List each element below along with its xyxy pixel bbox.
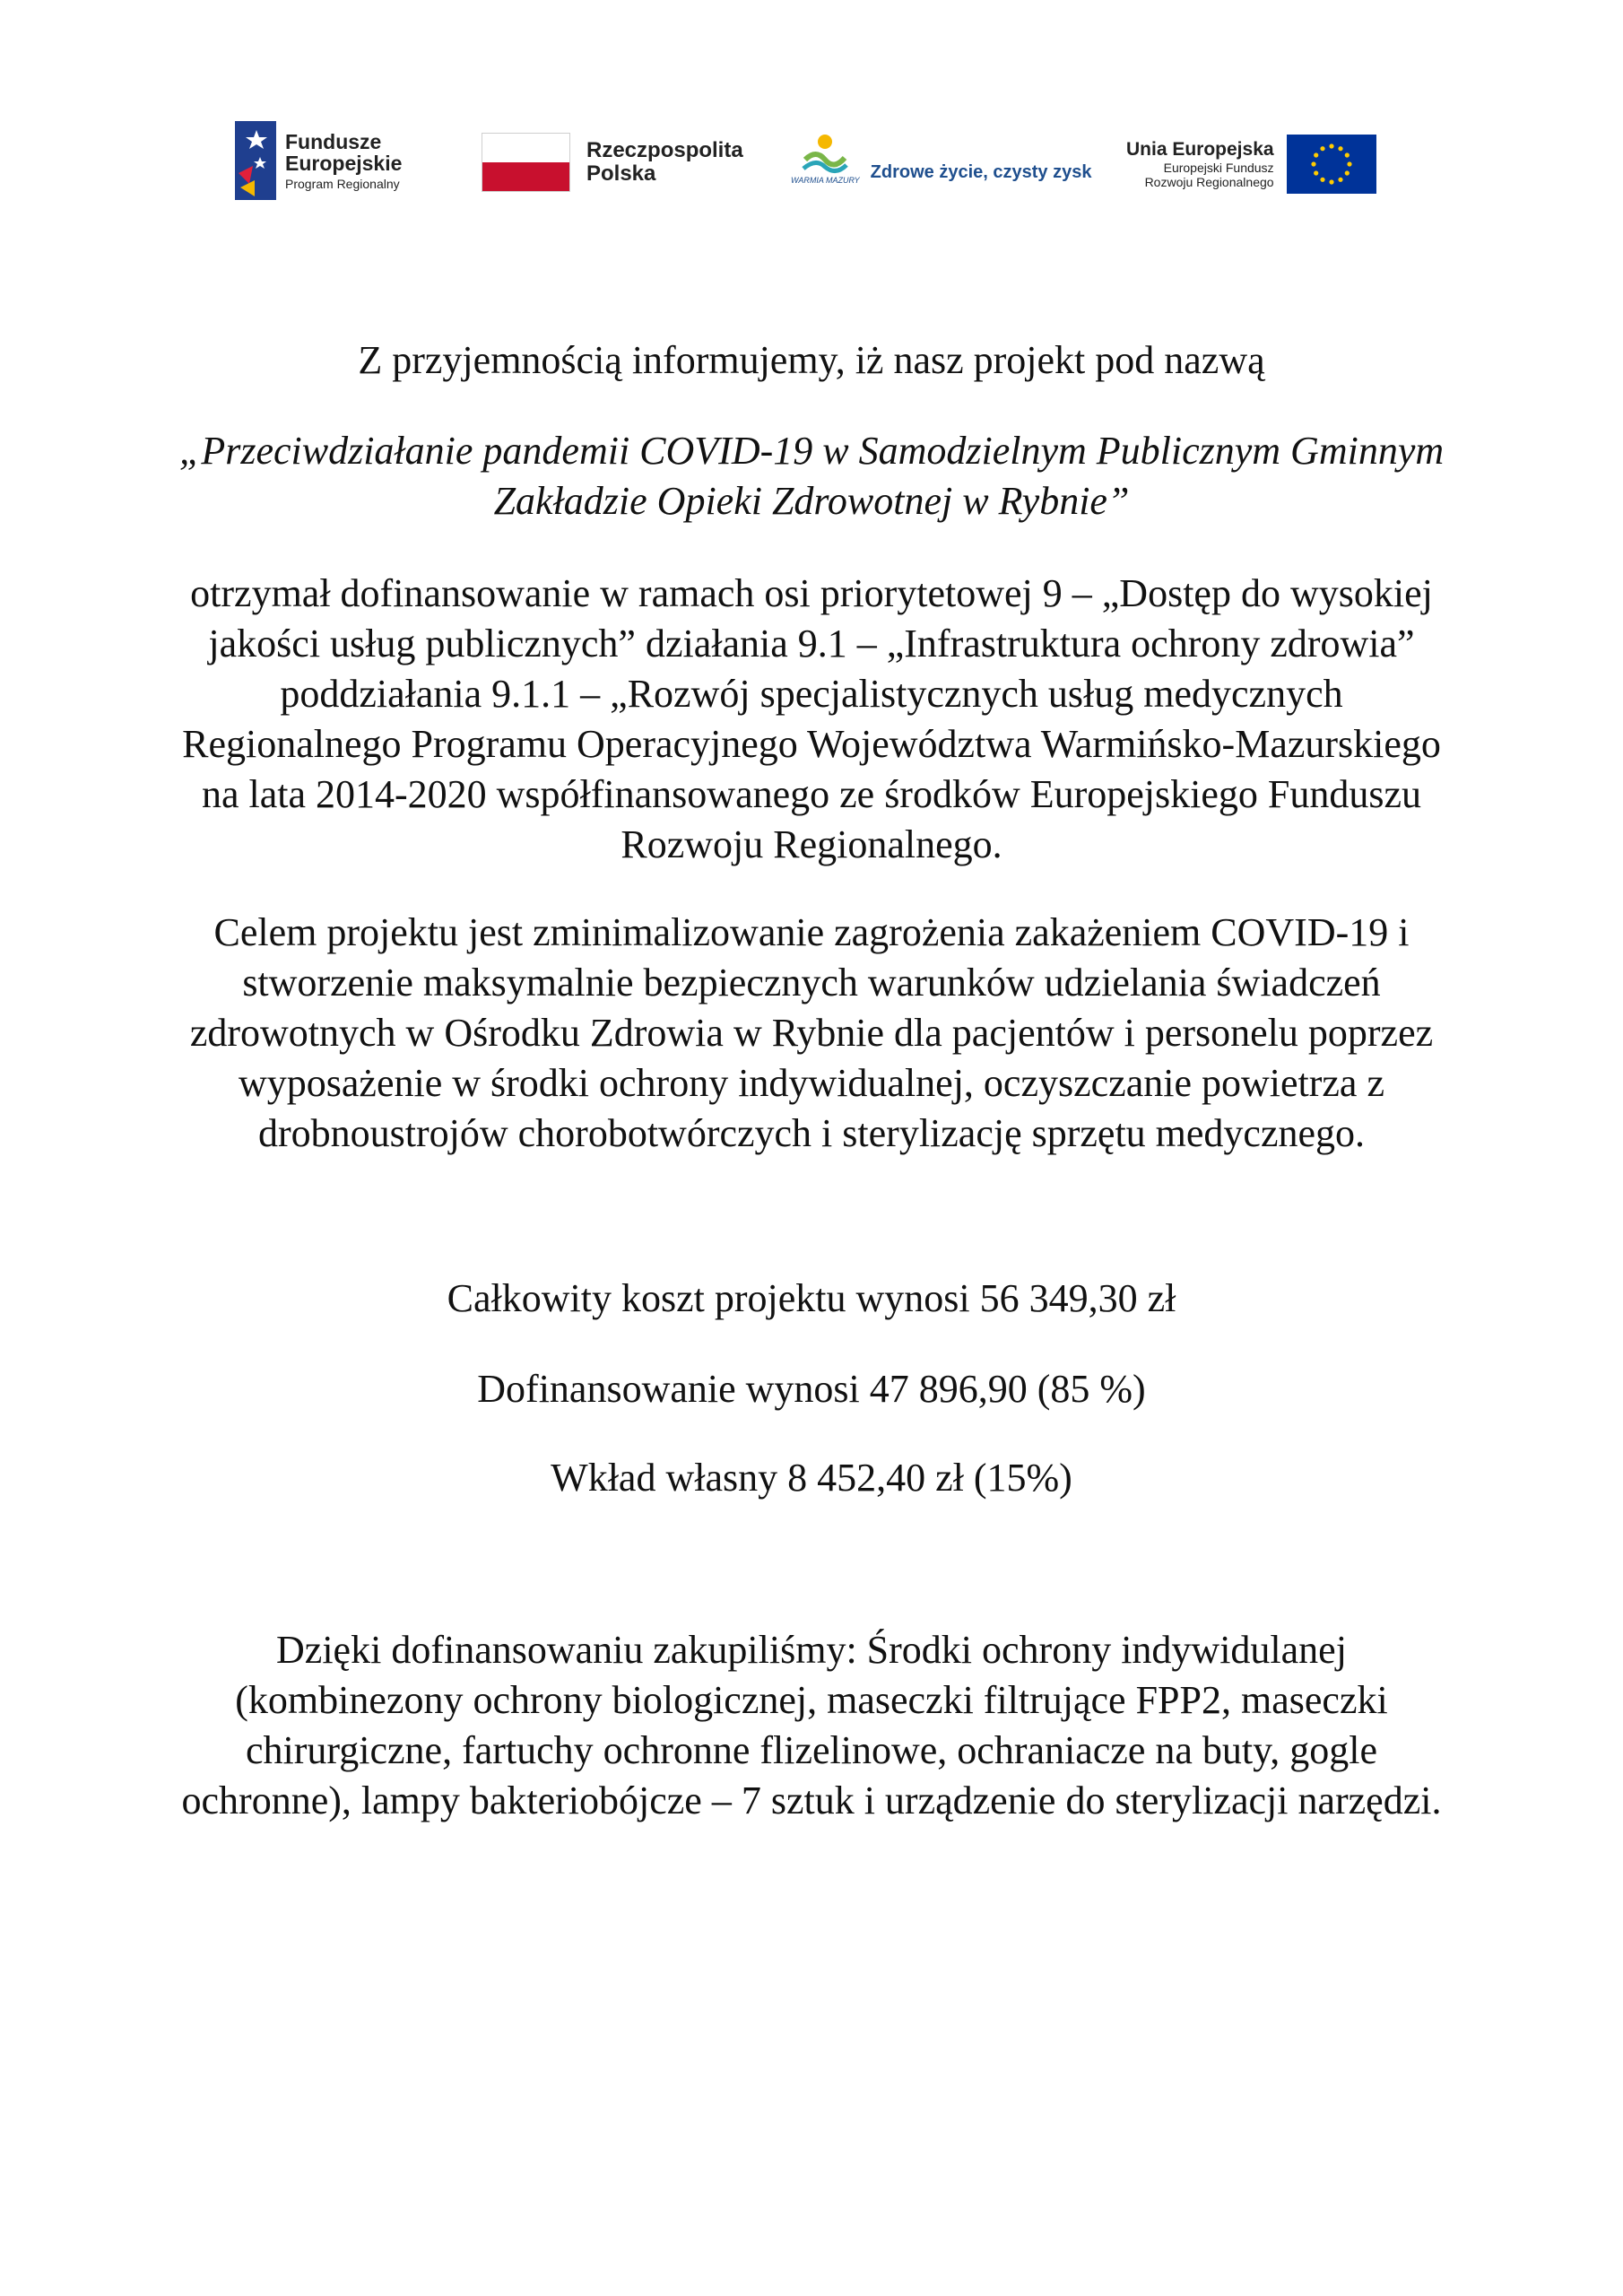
fundusze-europejskie-text [285, 131, 402, 191]
unia-europejska-logo [1126, 135, 1376, 194]
logo-bar [0, 0, 1623, 233]
warmia-mazury-icon [800, 133, 850, 174]
rzeczpospolita-polska-logo [482, 133, 743, 192]
fundusze-europejskie-icon [235, 121, 276, 200]
purchases-line-4: ochronne), lampy bakteriobójcze – 7 sztuk i urządzenie do sterylizacji narzędzi. [181, 1779, 1442, 1822]
purchases-line-2: (kombinezony ochrony biologicznej, maseczki filtrujące FPP2, maseczki [235, 1678, 1388, 1722]
goal-paragraph [0, 908, 1623, 1159]
intro-line: Z przyjemnością informujemy, iż nasz projekt pod nazwą [358, 338, 1265, 382]
funding-line-1: otrzymał dofinansowanie w ramach osi priorytetowej 9 – „Dostęp do wysokiej [190, 571, 1433, 615]
project-title-line-2: Zakładzie Opieki Zdrowotnej w Rybnie” [493, 479, 1130, 523]
funding-paragraph [0, 569, 1623, 870]
fe-line2: Europejskie [285, 151, 403, 175]
own-contribution [0, 1453, 1623, 1503]
fe-line1: Fundusze [285, 129, 382, 153]
eu-flag-icon [1287, 135, 1376, 194]
funding-line-2: jakości usług publicznych” działania 9.1 – „Infrastruktura ochrony zdrowia” [208, 622, 1415, 665]
funding-amount [0, 1364, 1623, 1414]
total-cost [0, 1274, 1623, 1324]
unia-europejska-text [1126, 139, 1274, 189]
own-contribution-line: Wkład własny 8 452,40 zł (15%) [551, 1456, 1072, 1500]
warmia-mazury-mark [791, 133, 860, 185]
rp-line2: Polska [586, 161, 656, 186]
funding-line-4: Regionalnego Programu Operacyjnego Województwa Warmińsko-Mazurskiego [182, 722, 1441, 766]
goal-line-1: Celem projektu jest zminimalizowanie zagrożenia zakażeniem COVID-19 i [213, 910, 1410, 954]
ue-line2: Europejski Fundusz [1163, 160, 1274, 175]
funding-amount-line: Dofinansowanie wynosi 47 896,90 (85 %) [477, 1367, 1146, 1411]
fe-line3: Program Regionalny [285, 176, 400, 191]
total-cost-line: Całkowity koszt projektu wynosi 56 349,30 zł [447, 1276, 1176, 1320]
rzeczpospolita-polska-text [586, 139, 743, 186]
ue-line3: Rozwoju Regionalnego [1144, 175, 1274, 190]
purchases-line-3: chirurgiczne, fartuchy ochronne flizelinowe, ochraniacze na buty, gogle [246, 1728, 1377, 1772]
intro-paragraph [0, 335, 1623, 386]
rp-line1: Rzeczpospolita [586, 138, 743, 163]
goal-line-5: drobnoustrojów chorobotwórczych i sterylizację sprzętu medycznego. [257, 1111, 1366, 1155]
polish-flag-icon [482, 133, 570, 192]
warmia-mazury-wordmark: WARMIA MAZURY [791, 176, 860, 185]
purchases-paragraph [0, 1625, 1623, 1826]
goal-line-4: wyposażenie w środki ochrony indywidualnej, oczyszczanie powietrza z [239, 1061, 1384, 1105]
funding-line-5: na lata 2014-2020 współfinansowanego ze środków Europejskiego Funduszu [201, 772, 1422, 816]
goal-line-3: zdrowotnych w Ośrodku Zdrowia w Rybnie dla pacjentów i personelu poprzez [189, 1011, 1434, 1055]
warmia-mazury-slogan-wrap [871, 135, 1092, 183]
ue-line1: Unia Europejska [1126, 138, 1274, 160]
purchases-line-1: Dzięki dofinansowaniu zakupiliśmy: Środki ochrony indywidulanej [276, 1628, 1347, 1672]
funding-line-3: poddziałania 9.1.1 – „Rozwój specjalistycznych usług medycznych [280, 672, 1343, 716]
funding-line-6: Rozwoju Regionalnego. [621, 822, 1002, 866]
fundusze-europejskie-logo [235, 121, 402, 200]
project-title [0, 426, 1623, 526]
project-title-line-1: „Przeciwdziałanie pandemii COVID-19 w Samodzielnym Publicznym Gminnym [178, 429, 1445, 473]
warmia-mazury-logo [791, 133, 1091, 185]
warmia-mazury-slogan: Zdrowe życie, czysty zysk [870, 161, 1092, 182]
goal-line-2: stworzenie maksymalnie bezpiecznych warunków udzielania świadczeń [242, 961, 1381, 1004]
